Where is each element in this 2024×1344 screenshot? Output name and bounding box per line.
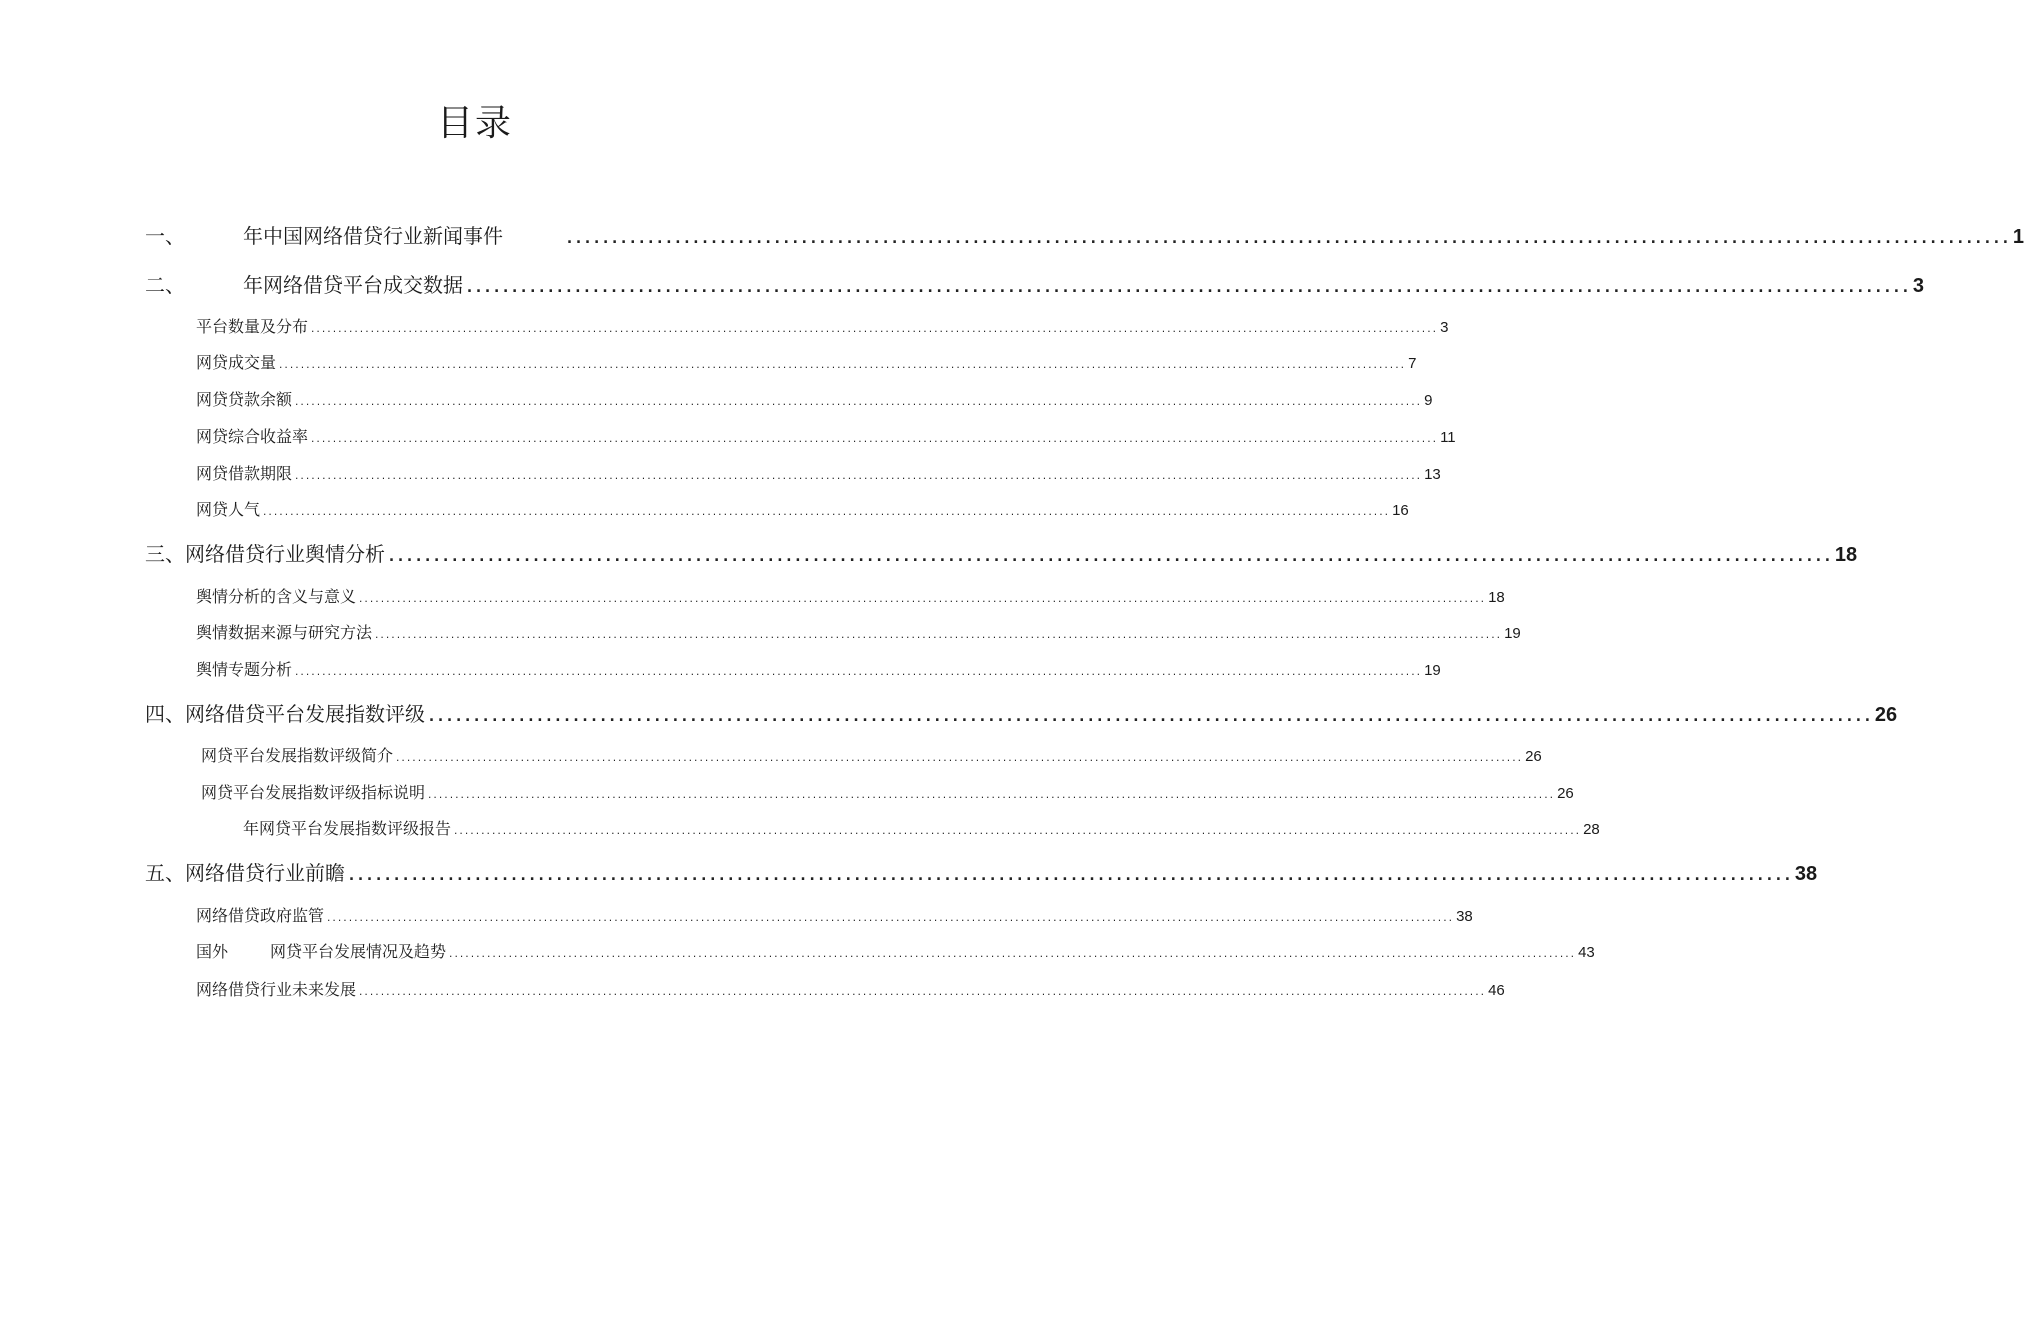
toc-page-number: 19 — [1424, 662, 1441, 679]
toc-section-title: 年网贷平台发展指数评级报告 — [243, 819, 452, 838]
toc-section-title: 网络借贷行业未来发展 — [196, 980, 357, 999]
toc-page-number: 26 — [1874, 704, 1898, 726]
toc-section[interactable] — [243, 817, 1600, 841]
toc-page-number: 11 — [1440, 429, 1456, 446]
toc-leader-dots: ................................................................................................................................................................................................................ — [448, 950, 1576, 960]
toc-page-number: 3 — [1440, 319, 1449, 336]
toc-leader-dots: ................................................................................................................................................................................................................ — [294, 472, 1422, 482]
toc-chapter-number: 一、 — [145, 224, 185, 248]
toc-chapter-4[interactable] — [145, 699, 1898, 729]
toc-chapter-title: 年网络借贷平台成交数据 — [243, 273, 463, 297]
toc-leader-dots: ................................................................................................................................................................ — [347, 866, 1792, 884]
toc-page-number: 26 — [1525, 748, 1542, 765]
toc-leader-dots: ................................................................................................................................................................ — [465, 278, 1910, 296]
toc-section[interactable] — [196, 585, 1505, 609]
toc-section[interactable] — [196, 621, 1521, 645]
toc-chapter-title: 网络借贷行业舆情分析 — [185, 542, 385, 566]
toc-page-number: 26 — [1557, 785, 1574, 802]
toc-page-number: 38 — [1456, 908, 1473, 925]
toc-leader-dots: ................................................................................................................................................................................................................ — [358, 988, 1486, 998]
toc-section[interactable] — [196, 940, 1595, 964]
toc-section-title: 舆情数据来源与研究方法 — [196, 623, 373, 642]
toc-section[interactable] — [196, 425, 1456, 449]
toc-page-number: 13 — [1424, 466, 1441, 483]
toc-leader-dots: ................................................................................................................................................................................................................ — [374, 631, 1502, 641]
toc-chapter-1[interactable] — [145, 221, 2024, 251]
toc-section[interactable] — [196, 351, 1417, 375]
toc-section[interactable] — [201, 744, 1542, 768]
toc-chapter-title: 网络借贷平台发展指数评级 — [185, 702, 425, 726]
toc-page-number: 7 — [1408, 355, 1417, 372]
toc-page-number: 1 — [2012, 226, 2024, 248]
toc-section[interactable] — [196, 315, 1449, 339]
toc-section[interactable] — [201, 781, 1574, 805]
toc-leader-dots: ................................................................................................................................................................................................................ — [294, 668, 1422, 678]
toc-section[interactable] — [196, 658, 1441, 682]
toc-page-number: 28 — [1583, 821, 1600, 838]
toc-leader-dots: ................................................................................................................................................................................................................ — [310, 435, 1438, 445]
toc-leader-dots: ................................................................................................................................................................ — [427, 707, 1872, 725]
toc-section-title: 网贷平台发展指数评级简介 — [201, 746, 394, 765]
toc-section-title: 网络借贷政府监管 — [196, 906, 325, 925]
toc-chapter-number: 三、 — [145, 542, 185, 566]
toc-chapter-number: 四、 — [145, 702, 185, 726]
toc-section-title: 网贷综合收益率 — [196, 427, 309, 446]
page-title: 目录 — [436, 103, 513, 144]
toc-section-title: 网贷平台发展指数评级指标说明 — [201, 783, 426, 802]
toc-section-title: 网贷成交量 — [196, 353, 277, 372]
toc-leader-dots: ................................................................................................................................................................................................................ — [262, 508, 1390, 518]
toc-chapter-number: 二、 — [145, 273, 185, 297]
toc-page-number: 16 — [1392, 502, 1409, 519]
toc-chapter-number: 五、 — [145, 861, 185, 885]
toc-section[interactable] — [196, 462, 1441, 486]
toc-leader-dots: ................................................................................................................................................................................................................ — [294, 398, 1422, 408]
toc-section-title: 网贷贷款余额 — [196, 390, 293, 409]
toc-chapter-5[interactable] — [145, 858, 1818, 888]
toc-chapter-3[interactable] — [145, 539, 1858, 569]
toc-leader-dots: ................................................................................................................................................................ — [565, 229, 2010, 247]
toc-section[interactable] — [196, 388, 1433, 412]
toc-section-title: 舆情分析的含义与意义 — [196, 587, 357, 606]
toc-section-title: 平台数量及分布 — [196, 317, 309, 336]
toc-leader-dots: ................................................................................................................................................................................................................ — [453, 827, 1581, 837]
toc-page-number: 9 — [1424, 392, 1433, 409]
toc-leader-dots: ................................................................................................................................................................................................................ — [278, 361, 1406, 371]
toc-page-number: 38 — [1794, 863, 1818, 885]
toc-section-prefix: 国外 — [196, 942, 229, 961]
toc-chapter-title: 网络借贷行业前瞻 — [185, 861, 345, 885]
toc-leader-dots: ................................................................................................................................................................................................................ — [427, 791, 1555, 801]
toc-page-number: 43 — [1578, 944, 1595, 961]
toc-leader-dots: ................................................................................................................................................................................................................ — [395, 754, 1523, 764]
toc-section[interactable] — [196, 978, 1505, 1002]
toc-section-title: 网贷人气 — [196, 500, 261, 519]
toc-section-title: 网贷平台发展情况及趋势 — [270, 942, 447, 961]
toc-leader-dots: ................................................................................................................................................................ — [387, 547, 1832, 565]
toc-section-title: 舆情专题分析 — [196, 660, 293, 679]
toc-page-number: 46 — [1488, 982, 1505, 999]
toc-page-number: 3 — [1912, 275, 1925, 297]
toc-chapter-title: 年中国网络借贷行业新闻事件 — [243, 224, 503, 248]
toc-section-title: 网贷借款期限 — [196, 464, 293, 483]
toc-page-number: 18 — [1488, 589, 1505, 606]
toc-section[interactable] — [196, 904, 1473, 928]
toc-leader-dots: ................................................................................................................................................................................................................ — [310, 325, 1438, 335]
toc-chapter-2[interactable] — [145, 270, 1925, 300]
toc-page-number: 19 — [1504, 625, 1521, 642]
toc-page-number: 18 — [1834, 544, 1858, 566]
toc-leader-dots: ................................................................................................................................................................................................................ — [326, 914, 1454, 924]
toc-section[interactable] — [196, 498, 1409, 522]
toc-leader-dots: ................................................................................................................................................................................................................ — [358, 595, 1486, 605]
